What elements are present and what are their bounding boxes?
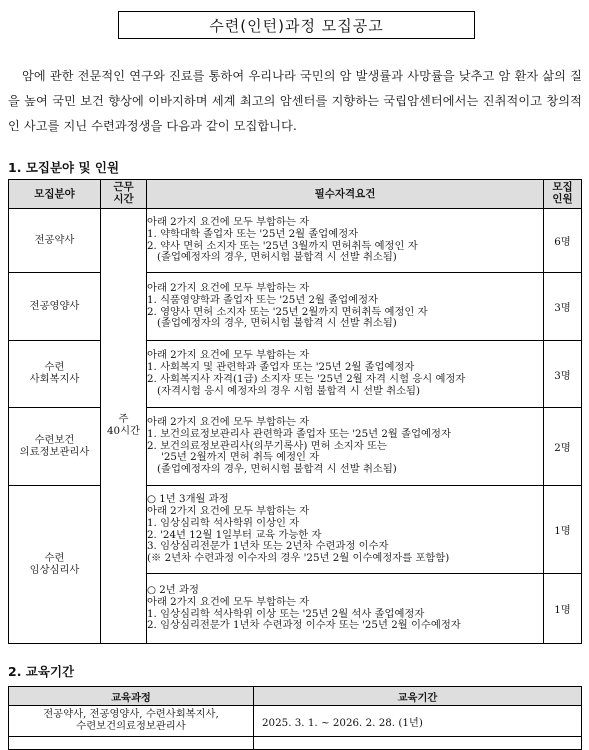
header-hours: 근무 시간 bbox=[101, 180, 147, 209]
table-header-row bbox=[9, 687, 582, 706]
requirements-cell: 아래 2가지 요건에 모두 부합하는 자 1. 식품영양학과 졸업자 또는 '25년 2월 졸업예정자 2. 영양사 면허 소지자 또는 '25년 2월까지 면허취득 예정인 자 (졸업예정자의 경우, 면허시험 불합격 시 선발 취소됨) bbox=[147, 273, 544, 341]
education-table bbox=[8, 686, 582, 750]
field-cell: 수련 사회복지사 bbox=[9, 341, 101, 408]
table-row bbox=[9, 209, 582, 273]
header-course: 교육과정 bbox=[9, 687, 254, 706]
requirements-cell: 아래 2가지 요건에 모두 부합하는 자 1. 사회복지 및 관련학과 졸업자 또는 '25년 2월 졸업예정자 2. 사회복지사 자격(1급) 소지자 또는 '25년 2월 자격 시험 응시 예정자 (자격시험 응시 예정자의 경우 시험 불합격 시 선발 취소됨) bbox=[147, 341, 544, 408]
section-heading-recruitment: 1. 모집분야 및 인원 bbox=[8, 160, 120, 175]
header-requirements: 필수자격요건 bbox=[147, 180, 544, 209]
requirements-cell: ○ 2년 과정 아래 2가지 요건에 모두 부합하는 자 1. 임상심리학 석사학위 이상 또는 '25년 2월 석사 졸업예정자 2. 임상심리전문가 1년차 수련과정 이수자 또는 '25년 2월 이수예정자 bbox=[147, 574, 544, 644]
period-cell: 2025. 3. 1. ~ 2026. 2. 28. (1년) bbox=[254, 706, 582, 737]
requirements-cell: 아래 2가지 요건에 모두 부합하는 자 1. 보건의료정보관리사 관련학과 졸업자 또는 '25년 2월 졸업예정자 2. 보건의료정보관리사(의무기록사) 면허 소지자 또는 '25년 2월까지 면허 취득 예정인 자 (졸업예정자의 경우, 면허시험 불합격 시 선발 취소됨) bbox=[147, 408, 544, 486]
recruitment-table bbox=[8, 179, 582, 644]
course-cell bbox=[9, 737, 254, 750]
count-cell: 3명 bbox=[544, 273, 582, 341]
count-cell: 1명 bbox=[544, 486, 582, 574]
table-header-row bbox=[9, 180, 582, 209]
hours-cell: 주 40시간 bbox=[101, 209, 147, 644]
header-field: 모집분야 bbox=[9, 180, 101, 209]
count-cell: 6명 bbox=[544, 209, 582, 273]
requirements-cell: ○ 1년 3개월 과정 아래 2가지 요건에 모두 부합하는 자 1. 임상심리학 석사학위 이상인 자 2. '24년 12월 1일부터 교육 가능한 자 3. 임상심리전문가 1년차 또는 2년차 수련과정 이수자 (※ 2년차 수련과정 이수자의 경우 '25년 2월 이수예정자를 포함함) bbox=[147, 486, 544, 574]
field-cell: 수련 임상심리사 bbox=[9, 486, 101, 644]
field-cell: 전공영양사 bbox=[9, 273, 101, 341]
course-cell: 전공약사, 전공영양사, 수련사회복지사, 수련보건의료정보관리사 bbox=[9, 706, 254, 737]
requirements-cell: 아래 2가지 요건에 모두 부합하는 자 1. 약학대학 졸업자 또는 '25년 2월 졸업예정자 2. 약사 면허 소지자 또는 '25년 3월까지 면허취득 예정인 자 (졸업예정자의 경우, 면허시험 불합격 시 선발 취소됨) bbox=[147, 209, 544, 273]
field-cell: 수련보건 의료정보관리사 bbox=[9, 408, 101, 486]
section-heading-education: 2. 교육기간 bbox=[8, 664, 75, 679]
header-period: 교육기간 bbox=[254, 687, 582, 706]
header-count: 모집 인원 bbox=[544, 180, 582, 209]
count-cell: 1명 bbox=[544, 574, 582, 644]
table-row bbox=[9, 706, 582, 737]
table-row bbox=[9, 737, 582, 750]
table-row bbox=[9, 273, 582, 341]
period-cell bbox=[254, 737, 582, 750]
count-cell: 2명 bbox=[544, 408, 582, 486]
page-title: 수련(인턴)과정 모집공고 bbox=[118, 11, 475, 39]
table-row bbox=[9, 408, 582, 486]
table-row bbox=[9, 486, 582, 574]
table-row bbox=[9, 341, 582, 408]
count-cell: 3명 bbox=[544, 341, 582, 408]
field-cell: 전공약사 bbox=[9, 209, 101, 273]
intro-paragraph: 암에 관한 전문적인 연구와 진료를 통하여 우리나라 국민의 암 발생률과 사망률을 낮추고 암 환자 삶의 질을 높여 국민 보건 향상에 이바지하며 세계 최고의 암센터를 지향하는 국립암센터에서는 진취적이고 창의적인 사고를 지닌 수련과정생을 다음과 같이 모집합니다. bbox=[8, 69, 582, 133]
